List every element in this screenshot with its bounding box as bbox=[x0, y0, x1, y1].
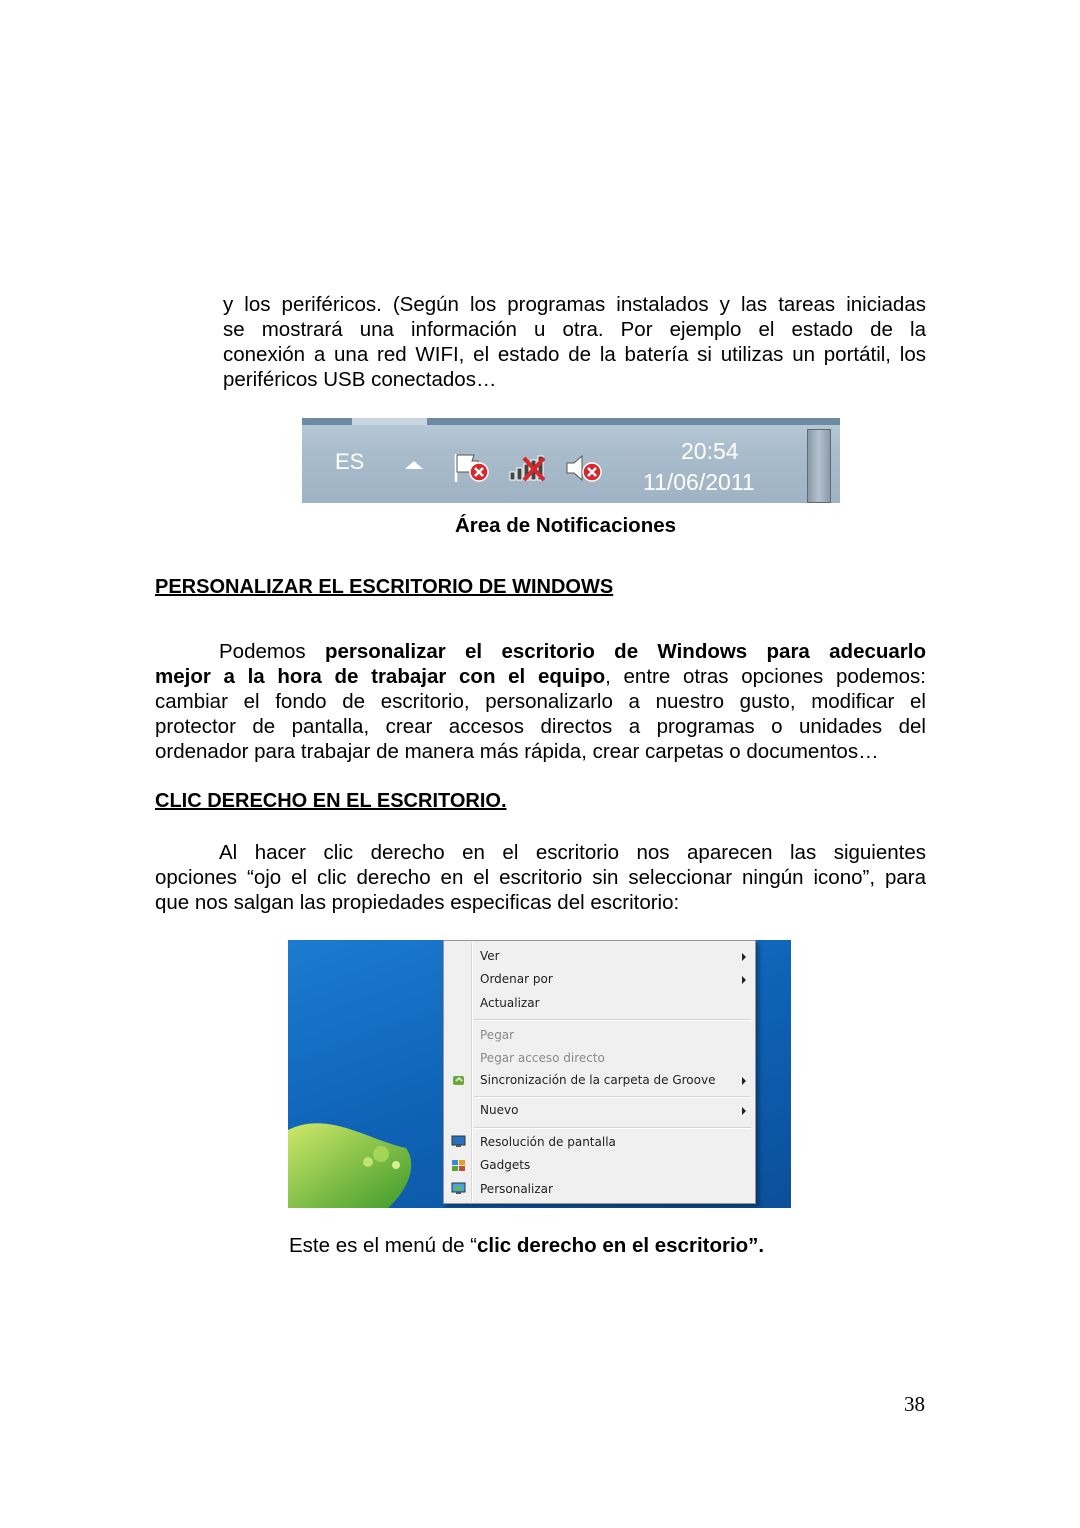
menu-separator bbox=[474, 1096, 751, 1098]
section-heading-right-click: CLIC DERECHO EN EL ESCRITORIO. bbox=[155, 790, 507, 812]
page-number: 38 bbox=[904, 1392, 925, 1416]
menu-caption-bold: clic derecho en el escritorio”. bbox=[477, 1234, 765, 1257]
submenu-arrow-icon bbox=[742, 976, 746, 984]
intro-line: y los periféricos. (Según los programas instalados y las tareas iniciadas bbox=[223, 293, 926, 316]
menu-item-personalizar[interactable]: Personalizar bbox=[480, 1182, 553, 1196]
personalize-icon bbox=[451, 1182, 466, 1195]
show-desktop-button[interactable] bbox=[807, 429, 831, 503]
para-line: Al hacer clic derecho en el escritorio nos aparecen las siguientes bbox=[219, 841, 926, 864]
language-indicator[interactable]: ES bbox=[335, 449, 365, 474]
menu-caption-text: Este es el menú de “ bbox=[289, 1234, 478, 1257]
intro-line: periféricos USB conectados… bbox=[223, 368, 497, 391]
para-line: que nos salgan las propiedades especificas del escritorio: bbox=[155, 891, 680, 914]
submenu-arrow-icon bbox=[742, 1077, 746, 1085]
section-heading-personalize: PERSONALIZAR EL ESCRITORIO DE WINDOWS bbox=[155, 576, 614, 598]
desktop-wallpaper-graphic bbox=[288, 940, 448, 1208]
para-line bbox=[155, 639, 926, 664]
menu-item-groove-sync[interactable]: Sincronización de la carpeta de Groove bbox=[480, 1073, 716, 1087]
intro-paragraph bbox=[223, 292, 926, 392]
para-line: cambiar el fondo de escritorio, personalizarlo a nuestro gusto, modificar el bbox=[155, 690, 926, 713]
para-line: opciones “ojo el clic derecho en el escritorio sin seleccionar ningún icono”, para bbox=[155, 866, 926, 889]
clock-time[interactable]: 20:54 bbox=[681, 438, 739, 464]
para-bold-text: personalizar el escritorio de Windows para adecuarlo bbox=[324, 640, 926, 663]
menu-item-pegar-acceso-directo[interactable]: Pegar acceso directo bbox=[480, 1051, 605, 1065]
menu-separator bbox=[474, 1127, 751, 1129]
intro-line: conexión a una red WIFI, el estado de la batería si utilizas un portátil, los bbox=[223, 343, 926, 366]
show-hidden-icons-icon[interactable] bbox=[405, 461, 423, 469]
para-bold-text: mejor a la hora de trabajar con el equipo bbox=[155, 665, 606, 688]
para-line bbox=[155, 664, 926, 689]
para-line: protector de pantalla, crear accesos directos a programas o unidades del bbox=[155, 715, 926, 738]
desktop-context-menu bbox=[443, 940, 756, 1204]
menu-item-gadgets[interactable]: Gadgets bbox=[480, 1158, 531, 1172]
submenu-arrow-icon bbox=[742, 1107, 746, 1115]
intro-line: se mostrará una información u otra. Por ejemplo el estado de la bbox=[223, 318, 926, 341]
menu-caption bbox=[289, 1234, 764, 1258]
para-text: , entre otras opciones podemos: bbox=[605, 665, 926, 688]
groove-sync-icon bbox=[451, 1074, 466, 1087]
submenu-arrow-icon bbox=[742, 953, 746, 961]
notification-area-screenshot bbox=[302, 418, 840, 503]
volume-muted-icon[interactable] bbox=[564, 452, 606, 489]
menu-item-pegar[interactable]: Pegar bbox=[480, 1028, 515, 1042]
menu-item-ver[interactable]: Ver bbox=[480, 949, 500, 963]
menu-item-actualizar[interactable]: Actualizar bbox=[480, 996, 540, 1010]
menu-icon-gutter bbox=[471, 943, 473, 1201]
tray-caption: Área de Notificaciones bbox=[455, 514, 677, 537]
gadgets-icon bbox=[451, 1159, 466, 1172]
menu-item-ordenar-por[interactable]: Ordenar por bbox=[480, 972, 553, 986]
menu-item-resolucion[interactable]: Resolución de pantalla bbox=[480, 1135, 616, 1149]
para-line: ordenador para trabajar de manera más rápida, crear carpetas o documentos… bbox=[155, 740, 879, 763]
para-text: Podemos bbox=[219, 640, 325, 663]
taskbar-tab bbox=[352, 418, 427, 425]
personalize-paragraph bbox=[155, 639, 926, 764]
menu-separator bbox=[474, 1019, 751, 1021]
action-center-flag-icon[interactable] bbox=[452, 452, 492, 489]
clock-date[interactable]: 11/06/2011 bbox=[643, 469, 755, 495]
monitor-icon bbox=[451, 1135, 466, 1148]
network-signal-icon[interactable] bbox=[508, 452, 550, 489]
menu-item-nuevo[interactable]: Nuevo bbox=[480, 1103, 519, 1117]
right-click-paragraph bbox=[155, 840, 926, 915]
desktop-screenshot bbox=[288, 940, 791, 1208]
